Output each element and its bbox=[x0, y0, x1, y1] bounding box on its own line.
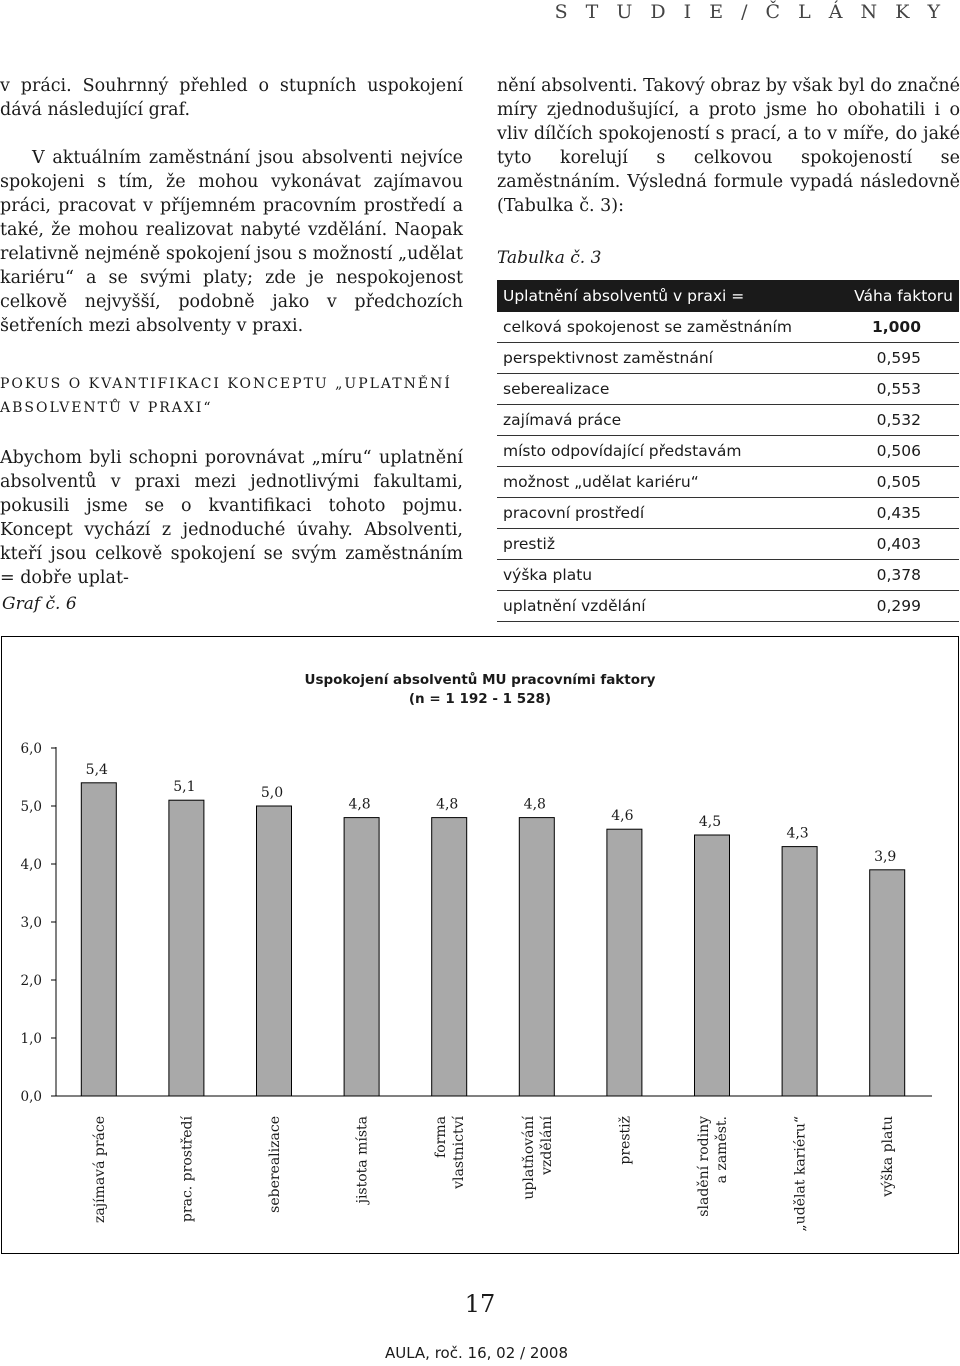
y-tick-label: 6,0 bbox=[20, 741, 42, 757]
factor-weight: 1,000 bbox=[835, 312, 959, 343]
factor-label: prestiž bbox=[497, 529, 835, 560]
table-header-weight: Váha faktoru bbox=[835, 280, 959, 312]
y-tick-label: 1,0 bbox=[20, 1031, 42, 1047]
factor-label: místo odpovídající představám bbox=[497, 436, 835, 467]
category-label bbox=[92, 1116, 108, 1223]
category-label-line: forma bbox=[433, 1116, 450, 1158]
bar bbox=[782, 847, 817, 1096]
table-row bbox=[497, 560, 959, 591]
bar bbox=[81, 783, 116, 1096]
page-number: 17 bbox=[464, 1290, 496, 1318]
category-label-line: jistota místa bbox=[354, 1116, 371, 1204]
footer: AULA, roč. 16, 02 / 2008 bbox=[384, 1344, 568, 1362]
bar-value-label: 4,8 bbox=[348, 796, 371, 813]
table-row bbox=[497, 436, 959, 467]
bar-chart bbox=[2, 637, 958, 1253]
category-label-line: uplatňování bbox=[520, 1116, 537, 1200]
category-label-line: prac. prostředí bbox=[179, 1116, 196, 1223]
bar-value-label: 5,4 bbox=[85, 761, 108, 778]
factor-weight: 0,595 bbox=[835, 343, 959, 374]
table-caption: Tabulka č. 3 bbox=[497, 248, 602, 268]
category-label-line: výška platu bbox=[880, 1116, 897, 1197]
factor-weight: 0,506 bbox=[835, 436, 959, 467]
paragraph: Abychom byli schopni porovnávat „míru“ uplatnění absolventů v praxi mezi jednotlivými fakultami, pokusili jsme se o kvantifikaci tohoto pojmu. Koncept vychází z jednoduché úvahy. Absolventi, kteří jsou celkově spokojení se svým zaměstnáním = dobře uplat- bbox=[0, 448, 463, 588]
paragraph: nění absolventi. Takový obraz by však byl do značné míry zjednodušující, a proto jsme ho obohatili i o vliv dílčích spokojeností s prací, a to v míře, do jaké tyto korelují s celkovou spokojeností se zaměstnáním. Výsledná formule vypadá následovně (Tabulka č. 3): bbox=[497, 76, 960, 216]
category-label-line: prestiž bbox=[617, 1116, 634, 1165]
category-label-line: vzdělání bbox=[538, 1116, 555, 1175]
bar-value-label: 3,9 bbox=[874, 848, 897, 865]
chart-subtitle: (n = 1 192 - 1 528) bbox=[408, 691, 552, 707]
factor-weight: 0,299 bbox=[835, 591, 959, 622]
bar bbox=[695, 835, 730, 1096]
bar bbox=[257, 806, 292, 1096]
bar-value-label: 5,1 bbox=[173, 779, 196, 796]
category-label-line: a zaměst. bbox=[714, 1116, 730, 1184]
category-label bbox=[267, 1116, 283, 1213]
factor-label: zajímavá práce bbox=[497, 405, 835, 436]
category-label-line: sladění rodiny bbox=[696, 1116, 712, 1217]
category-label bbox=[433, 1115, 467, 1189]
left-column bbox=[0, 74, 463, 590]
y-tick-label: 5,0 bbox=[20, 799, 42, 815]
y-tick-label: 3,0 bbox=[20, 915, 42, 931]
running-header: S T U D I E / Č L Á N K Y bbox=[554, 1, 946, 23]
category-label bbox=[521, 1115, 555, 1199]
category-label bbox=[696, 1116, 730, 1217]
bar-value-label: 4,5 bbox=[698, 814, 722, 830]
table-row bbox=[497, 374, 959, 405]
category-label-line: vlastnictví bbox=[451, 1116, 468, 1189]
category-label bbox=[179, 1115, 195, 1222]
bar bbox=[607, 829, 642, 1096]
factor-label: celková spokojenost se zaměstnáním bbox=[497, 312, 835, 343]
factor-label: výška platu bbox=[497, 560, 835, 591]
category-label-line: seberealizace bbox=[267, 1116, 283, 1213]
category-label-line: „udělat kariéru“ bbox=[792, 1116, 809, 1232]
factor-weight: 0,378 bbox=[835, 560, 959, 591]
table-row bbox=[497, 529, 959, 560]
chart-title: Uspokojení absolventů MU pracovními faktory bbox=[304, 672, 656, 688]
table-row bbox=[497, 591, 959, 622]
y-tick-label: 0,0 bbox=[20, 1089, 42, 1105]
factor-weights-table bbox=[497, 280, 959, 622]
category-label bbox=[793, 1116, 809, 1232]
bar-value-label: 5,0 bbox=[260, 785, 284, 801]
table-row bbox=[497, 343, 959, 374]
category-label bbox=[355, 1116, 371, 1205]
table-row bbox=[497, 405, 959, 436]
bar bbox=[432, 818, 467, 1096]
paragraph: v práci. Souhrnný přehled o stupních uspokojení dává následující graf. bbox=[0, 76, 463, 120]
bar bbox=[870, 870, 905, 1096]
factor-weight: 0,435 bbox=[835, 498, 959, 529]
factor-label: perspektivnost zaměstnání bbox=[497, 343, 835, 374]
category-label bbox=[617, 1116, 633, 1165]
paragraph: V aktuálním zaměstnání jsou absolventi nejvíce spokojeni s tím, že mohou vykonávat zajímavou práci, pracovat v příjemném pracovním prostředí a také, že mohou realizovat nabyté vzdělání. Naopak relativně nejméně spokojení jsou s možností „udělat kariéru“ a se svými platy; zde je nespokojenost celkově nejvyšší, podobně jako v předchozích šetřeních mezi absolventy v praxi. bbox=[0, 148, 463, 336]
table-row bbox=[497, 312, 959, 343]
bar-value-label: 4,6 bbox=[611, 808, 634, 825]
table-header-label: Uplatnění absolventů v praxi = bbox=[497, 280, 835, 312]
bar bbox=[169, 800, 204, 1096]
factor-label: uplatnění vzdělání bbox=[497, 591, 835, 622]
factor-weight: 0,505 bbox=[835, 467, 959, 498]
category-label bbox=[879, 1116, 896, 1198]
chart-frame bbox=[1, 636, 959, 1254]
bar bbox=[344, 818, 379, 1096]
chart-caption: Graf č. 6 bbox=[2, 594, 77, 614]
table-row bbox=[497, 467, 959, 498]
bar bbox=[519, 818, 554, 1096]
bar-value-label: 4,3 bbox=[786, 825, 809, 842]
factor-label: seberealizace bbox=[497, 374, 835, 405]
factor-weight: 0,403 bbox=[835, 529, 959, 560]
factor-weight: 0,553 bbox=[835, 374, 959, 405]
bar-value-label: 4,8 bbox=[523, 796, 546, 813]
bar-value-label: 4,8 bbox=[436, 796, 459, 813]
y-tick-label: 2,0 bbox=[20, 973, 42, 989]
factor-weight: 0,532 bbox=[835, 405, 959, 436]
factor-label: pracovní prostředí bbox=[497, 498, 835, 529]
right-column bbox=[497, 74, 960, 622]
table-row bbox=[497, 498, 959, 529]
section-heading: POKUS O KVANTIFIKACI KONCEPTU „UPLATNĚNÍ ABSOLVENTŮ V PRAXI“ bbox=[0, 376, 452, 416]
table-header-row bbox=[497, 280, 959, 312]
factor-label: možnost „udělat kariéru“ bbox=[497, 467, 835, 498]
y-tick-label: 4,0 bbox=[20, 857, 42, 873]
category-label-line: zajímavá práce bbox=[91, 1116, 108, 1223]
